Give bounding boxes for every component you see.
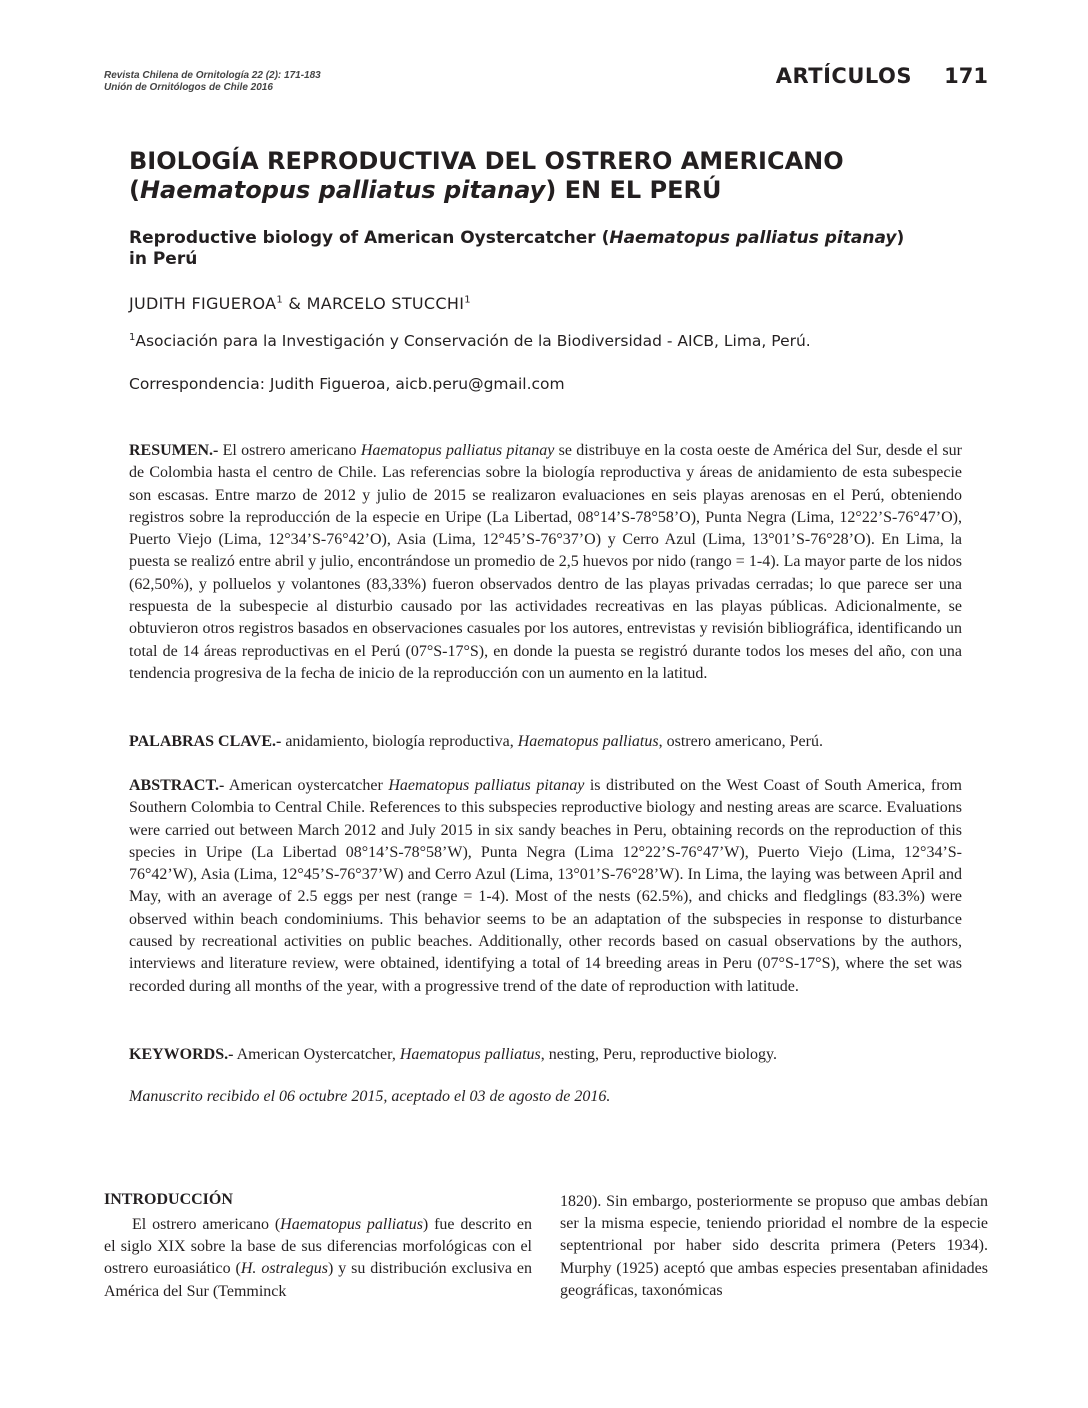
resumen-label: RESUMEN.- — [129, 442, 219, 459]
abstract-text-2: is distributed on the West Coast of South America, from Southern Colombia to Central Chile. References to this subspecies reproductive biology and nesting areas are scarce. Evaluations were carried out between March 2012 and July 2015 in six sandy beaches in Peru, obtaining records on the reproduction of this species in Uripe (La Libertad 08°14’S-78°58’W), Punta Negra (Lima 12°22’S-76°47’W), Puerto Viejo (Lima, 12°34’S-76°42’W), Asia (Lima, 12°45’S-76°37’W) and Cerro Azul (Lima, 13°01’S-76°28’W). In Lima, the laying was between April and May, with an average of 2.5 eggs per nest (range = 1-4). Most of the nests (62.5%), and chicks and fledglings (83.3%) were observed within beach condominiums. This behavior seems to be an adaptation of the subspecies in response to disturbance caused by recreational activities on public beaches. Additionally, other records based on casual observations by the authors, interviews and literature review, were obtained, identifying a total of 14 breeding areas in Peru (07°S-17°S), where the set was recorded during all months of the year, with a progressive trend of the date of reproduction with latitude. — [129, 777, 962, 995]
author-2-affil: 1 — [464, 294, 471, 306]
article-subtitle — [129, 228, 969, 270]
intro-column-right: 1820). Sin embargo, posteriormente se propuso que ambas debían ser la misma especie, teniendo prioridad el nombre de la especie septentrional por haber sido descrita primera (Peters 1934). Murphy (1925) aceptó que ambas especies presentaban afinidades geográficas, taxonómicas — [560, 1193, 988, 1299]
author-1-affil: 1 — [276, 294, 284, 306]
intro-left-text-3: ) y su distribución exclusiva en América del Sur (Temminck — [104, 1260, 532, 1300]
introduction-heading: INTRODUCCIÓN — [104, 1191, 233, 1208]
intro-column-left — [104, 1214, 532, 1303]
palabras-clave — [129, 731, 962, 753]
authors — [129, 294, 471, 313]
abstract-label: ABSTRACT.- — [129, 777, 225, 794]
keywords — [129, 1044, 962, 1066]
manuscript-dates: Manuscrito recibido el 06 octubre 2015, aceptado el 03 de agosto de 2016. — [129, 1088, 611, 1105]
section-label: ARTÍCULOS — [775, 64, 912, 88]
intro-left-species-1: Haematopus palliatus — [280, 1216, 423, 1233]
affiliation — [129, 332, 811, 350]
subtitle-species: Haematopus palliatus pitanay — [609, 228, 897, 248]
author-separator: & — [283, 294, 307, 313]
keywords-text-1: American Oystercatcher, — [233, 1046, 400, 1063]
abstract-species: Haematopus palliatus pitanay — [388, 777, 585, 794]
resumen-text-1: El ostrero americano — [218, 442, 361, 459]
title-line-2: ) EN EL PERÚ — [545, 176, 722, 204]
title-line-1: BIOLOGÍA REPRODUCTIVA DEL OSTRERO AMERICANO — [129, 147, 844, 175]
palabras-label: PALABRAS CLAVE.- — [129, 733, 282, 750]
intro-left-species-2: H. ostralegus — [240, 1260, 328, 1278]
journal-publisher: Unión de Ornitólogos de Chile 2016 — [104, 82, 273, 93]
author-1: JUDITH FIGUEROA — [129, 294, 277, 313]
palabras-text-2: , ostrero americano, Perú. — [658, 733, 823, 750]
intro-left-text-2: ) fue descrito en el siglo XIX sobre la base de sus diferencias morfológicas con el ostrero euroasiático ( — [104, 1216, 532, 1278]
title-open-paren: ( — [129, 176, 140, 204]
palabras-species: Haematopus palliatus — [517, 733, 659, 750]
subtitle-line-2: in Perú — [129, 249, 198, 269]
subtitle-prefix: Reproductive biology of American Oystercatcher ( — [129, 228, 610, 248]
affiliation-text: Asociación para la Investigación y Conservación de la Biodiversidad - AICB, Lima, Perú. — [135, 332, 811, 350]
resumen-paragraph — [129, 440, 962, 685]
keywords-label: KEYWORDS.- — [129, 1046, 234, 1063]
page-number: 171 — [944, 64, 988, 88]
keywords-species: Haematopus palliatus — [399, 1046, 541, 1063]
resumen-text-2: se distribuye en la costa oeste de América del Sur, desde el sur de Colombia hasta el centro de Chile. Las referencias sobre la biología reproductiva y áreas de anidamiento de esta subespecie son escasas. Entre marzo de 2012 y julio de 2015 se realizaron evaluaciones en seis playas arenosas en el Perú, obteniendo registros sobre la reproducción de la especie en Uripe (La Libertad, 08°14’S-78°58’O), Punta Negra (Lima, 12°22’S-76°47’O), Puerto Viejo (Lima, 12°34’S-76°42’O), Asia (Lima, 12°45’S-76°37’O) y Cerro Azul (Lima, 13°01’S-76°28’O). En Lima, la puesta se realizó entre abril y julio, encontrándose un promedio de 2,5 huevos por nido (rango = 1-4). La mayor parte de los nidos (62,50%), y polluelos y volantones (83,33%) fueron observados dentro de las playas privadas cerradas; lo que parece ser una respuesta de la subespecie al disturbio causado por las actividades recreativas en las playas públicas. Adicionalmente, se obtuvieron otros registros basados en observaciones casuales por los autores, entrevistas y revisión bibliográfica, identificando un total de 14 áreas reproductivas en el Perú (07°S-17°S), en donde la puesta se registró durante todos los meses del año, con una tendencia progresiva de la fecha de inicio de la reproducción con un aumento en la latitud. — [129, 442, 962, 682]
abstract-paragraph — [129, 775, 962, 998]
keywords-text-2: , nesting, Peru, reproductive biology. — [540, 1046, 777, 1063]
affiliation-number: 1 — [129, 331, 136, 343]
article-title — [129, 147, 969, 205]
correspondence: Correspondencia: Judith Figueroa, aicb.peru@gmail.com — [129, 375, 565, 393]
author-2: MARCELO STUCCHI — [306, 294, 465, 313]
palabras-text-1: anidamiento, biología reproductiva, — [281, 733, 518, 750]
intro-left-text-1: El ostrero americano ( — [132, 1216, 281, 1233]
subtitle-suffix: ) — [896, 228, 905, 248]
abstract-text-1: American oystercatcher — [224, 777, 389, 794]
resumen-species: Haematopus palliatus pitanay — [360, 442, 555, 459]
journal-citation: Revista Chilena de Ornitología 22 (2): 171-183 — [104, 70, 321, 81]
title-species: Haematopus palliatus pitanay — [139, 176, 546, 204]
